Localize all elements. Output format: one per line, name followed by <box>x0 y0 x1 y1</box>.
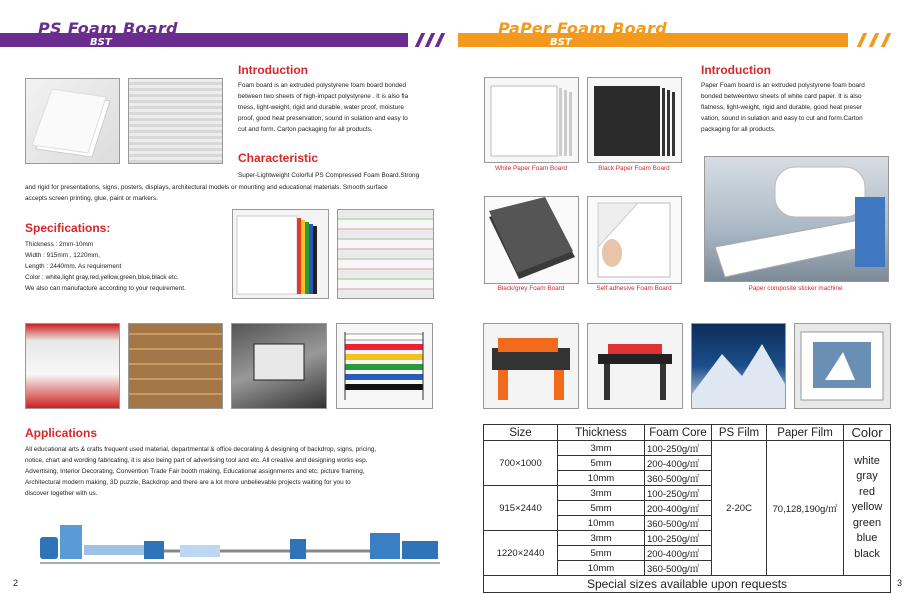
table-footer-row <box>484 576 891 593</box>
self-adhesive-foam-board-image <box>587 196 682 284</box>
text-line: Length : 2440mm, As requirement <box>25 263 122 270</box>
white-foam-board-image <box>25 78 120 164</box>
laminator-drawing <box>588 324 682 408</box>
thickness-cell: 3mm <box>558 486 645 501</box>
text-line: Thickness : 2mm-10mm <box>25 241 94 248</box>
self-adhesive-caption: Self adhesive Foam Board <box>596 285 672 292</box>
printer-drawing <box>484 324 578 408</box>
right-page-title: PaPer Foam Board <box>498 19 667 38</box>
characteristic-heading: Characteristic <box>238 151 319 165</box>
header-color: Color <box>844 425 891 441</box>
specifications-heading: Specifications: <box>25 221 111 235</box>
size-cell: 915×2440 <box>484 486 558 531</box>
text-line: Width : 915mm , 1220mm, <box>25 252 100 259</box>
framed-picture-photo <box>794 323 891 409</box>
text-line: tness, light-weight, rigid and durable, water proof, moisture <box>238 104 404 111</box>
right-page-number: 3 <box>896 578 902 588</box>
left-page-title: PS Foam Board <box>38 19 178 38</box>
text-line: Foam board is an extruded polystyrene foam board bonded <box>238 82 407 89</box>
colored-shelf-rack-photo <box>336 323 433 409</box>
composite-machine-drawing <box>705 157 888 281</box>
thickness-cell: 10mm <box>558 561 645 576</box>
right-banner-stripe <box>857 33 868 47</box>
equipment-drawing <box>232 324 326 408</box>
foam-core-cell: 100-250g/㎡ <box>645 441 712 456</box>
mountain-print-photo <box>691 323 786 409</box>
specification-table <box>483 424 891 593</box>
text-line: Advertising, Interior Decorating, Convention Trade Fair booth making, Educational assignments and etc. picture framing, <box>25 468 365 475</box>
text-line: packaging for all products. <box>701 126 776 133</box>
table-footer-note: Special sizes available upon requests <box>484 576 891 593</box>
foam-core-cell: 200-400g/㎡ <box>645 501 712 516</box>
text-line: bonded betweentwo sheets of white card paper. It is also <box>701 93 862 100</box>
header-foam-core: Foam Core <box>645 425 712 441</box>
text-line: flatness, light-weight, rigid and durable, good heat preser <box>701 104 862 111</box>
thickness-cell: 3mm <box>558 531 645 546</box>
foam-core-cell: 360-500g/㎡ <box>645 561 712 576</box>
text-line: cut and form. Carton packaging for all products. <box>238 126 373 133</box>
color-item: blue <box>856 532 878 545</box>
characteristic-line-1: Super-Lightweight Colorful PS Compressed Foam Board.Strong <box>238 172 420 179</box>
self-adhesive-drawing <box>588 197 681 283</box>
carton-packaging-photo <box>128 323 223 409</box>
header-thickness: Thickness <box>558 425 645 441</box>
right-introduction-text <box>701 80 901 135</box>
foam-core-cell: 360-500g/㎡ <box>645 516 712 531</box>
color-item: gray <box>856 470 878 483</box>
header-paper-film: Paper Film <box>767 425 844 441</box>
left-banner-stripe <box>435 33 446 47</box>
thickness-cell: 5mm <box>558 456 645 471</box>
thickness-cell: 5mm <box>558 546 645 561</box>
text-line: Paper Foam board is an extruded polystyrene foam board <box>701 82 865 89</box>
colored-sheets-drawing <box>233 210 328 298</box>
paper-composite-machine-image <box>704 156 889 282</box>
machine-caption: Paper composite sticker machine <box>748 285 843 292</box>
header-size: Size <box>484 425 558 441</box>
text-line: between two sheets of high-impact polystyrene . It is also fla <box>238 93 409 100</box>
text-line: vation, sound in sulation and easy to cut and form.Carton <box>701 115 863 122</box>
left-brand-logo: BST <box>90 37 112 48</box>
mountain-drawing <box>692 324 785 408</box>
stacked-boards-photo <box>25 323 120 409</box>
right-introduction-heading: Introduction <box>701 63 771 77</box>
printing-equipment-photo <box>231 323 327 409</box>
applications-heading: Applications <box>25 426 98 440</box>
left-page-number: 2 <box>13 578 19 588</box>
production-line-drawing <box>40 515 445 575</box>
foam-core-cell: 100-250g/㎡ <box>645 531 712 546</box>
black-paper-sheets-drawing <box>588 78 681 162</box>
color-item: red <box>859 485 875 498</box>
size-cell: 700×1000 <box>484 441 558 486</box>
color-item: yellow <box>851 501 883 514</box>
size-cell: 1220×2440 <box>484 531 558 576</box>
black-grey-caption: Black/grey Foam Board <box>497 285 565 292</box>
ps-film-cell: 2-20C <box>712 441 767 576</box>
text-line: proof, good heat preservation, sound in sulation and easy to <box>238 115 408 122</box>
foam-core-closeup-image <box>128 78 223 164</box>
text-line: discover together with us. <box>25 490 98 497</box>
applications-text <box>25 444 445 499</box>
foam-core-cell: 360-500g/㎡ <box>645 471 712 486</box>
right-brand-logo: BST <box>550 37 572 48</box>
header-ps-film: PS Film <box>712 425 767 441</box>
foam-sheets-drawing <box>26 79 119 163</box>
white-paper-caption: White Paper Foam Board <box>494 165 568 172</box>
black-paper-foam-board-image <box>587 77 682 163</box>
characteristic-line-2: and rigid for presentations, signs, posters, displays, architectural models or mounting and educational materials. Smooth surface <box>25 184 388 191</box>
right-banner-stripe <box>869 33 880 47</box>
table-header-row <box>484 425 891 441</box>
color-item: black <box>854 547 880 560</box>
shelf-rack-drawing <box>337 324 432 408</box>
specifications-text <box>25 239 230 294</box>
left-introduction-heading: Introduction <box>238 63 308 77</box>
text-line: Color : white,light gray,red,yellow,green,blue,black etc. <box>25 274 179 281</box>
text-line: All educational arts & crafts frequent used material, departmental & office decorating & designing of backdrop, signs, pricing, <box>25 446 377 453</box>
color-list-cell <box>844 441 891 576</box>
thickness-cell: 3mm <box>558 441 645 456</box>
black-paper-caption: Black Paper Foam Board <box>598 165 670 172</box>
left-banner-stripe <box>415 33 426 47</box>
colored-foam-boards-image <box>232 209 329 299</box>
thickness-cell: 5mm <box>558 501 645 516</box>
left-introduction-text <box>238 80 468 135</box>
foam-core-cell: 200-400g/㎡ <box>645 546 712 561</box>
right-banner-stripe <box>881 33 892 47</box>
thickness-cell: 10mm <box>558 516 645 531</box>
text-line: Architectural modern making, 3D puzzle, Backdrop and there are a lot more unbelievable projects waiting for you to <box>25 479 351 486</box>
uv-printer-photo <box>483 323 579 409</box>
foam-core-cell: 100-250g/㎡ <box>645 486 712 501</box>
color-item: white <box>854 454 880 467</box>
white-paper-foam-board-image <box>484 77 579 163</box>
characteristic-line-3: accepts screen printing, glue, paint or markers. <box>25 195 158 202</box>
framed-picture-drawing <box>795 324 890 408</box>
white-paper-sheets-drawing <box>485 78 578 162</box>
laminator-photo <box>587 323 683 409</box>
paper-film-cell: 70,128,190g/㎡ <box>767 441 844 576</box>
thickness-cell: 10mm <box>558 471 645 486</box>
left-banner-stripe <box>425 33 436 47</box>
foam-core-cell: 200-400g/㎡ <box>645 456 712 471</box>
black-grey-foam-board-image <box>484 196 579 284</box>
foam-board-layers-image <box>337 209 434 299</box>
text-line: We also can manufacture according to your requirement. <box>25 285 186 292</box>
color-item: green <box>852 516 882 529</box>
black-grey-sheets-drawing <box>485 197 578 283</box>
production-line-illustration <box>40 515 445 575</box>
table-row <box>484 441 891 456</box>
text-line: notice, chart and wording fabricating, it is also being part of advertising tool and etc. All creative and designing works esp. <box>25 457 368 464</box>
